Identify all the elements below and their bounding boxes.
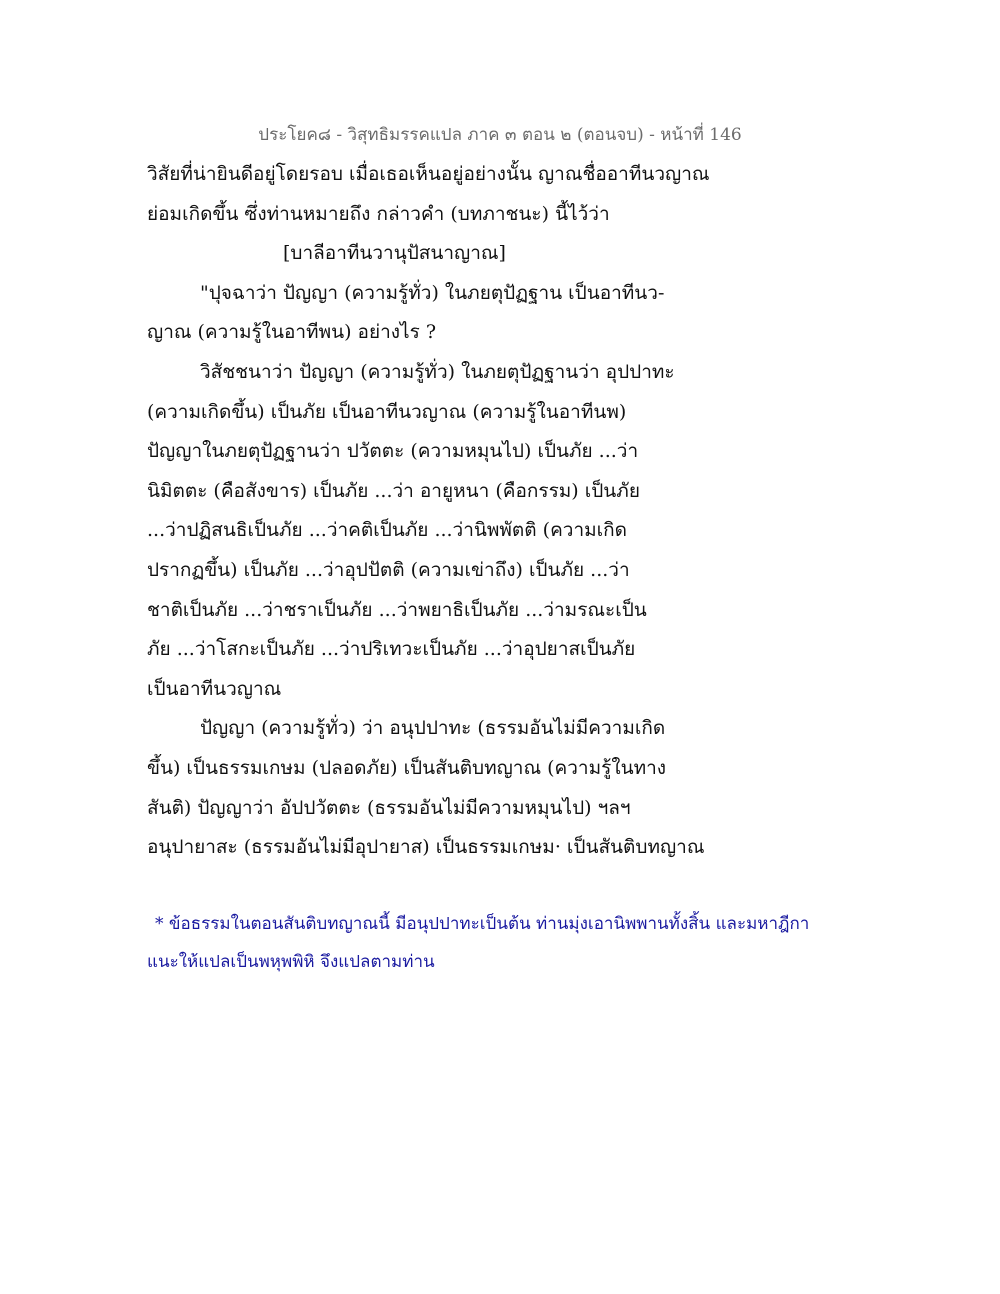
body-line: วิสัชชนาว่า ปัญญา (ความรู้ทั่ว) ในภยตุปัฏฐานว่า อุปปาทะ [200,360,675,383]
body-line: นิมิตตะ (คือสังขาร) เป็นภัย ...ว่า อายูหนา (คือกรรม) เป็นภัย [147,479,640,502]
body-line: ย่อมเกิดขึ้น ซึ่งท่านหมายถึง กล่าวคำ (บทภาชนะ) นี้ไว้ว่า [147,202,610,225]
footnote [147,905,847,981]
section-title: [บาลีอาทีนวานุปัสนาญาณ] [283,242,506,265]
body-line: เป็นอาทีนวญาณ [147,677,282,700]
page-header: ประโยค๘ - วิสุทธิมรรคแปล ภาค ๓ ตอน ๒ (ตอนจบ) - หน้าที่ 146 [258,125,742,145]
body-line: ...ว่าปฏิสนธิเป็นภัย ...ว่าคติเป็นภัย ...ว่านิพพัตติ (ความเกิด [147,519,627,542]
footnote-line: แนะให้แปลเป็นพหุพพิหิ จึงแปลตามท่าน [147,952,435,972]
body-text [147,155,747,868]
body-line: อนุปายาสะ (ธรรมอันไม่มีอุปายาส) เป็นธรรมเกษม· เป็นสันติบทญาณ [147,836,705,859]
body-line: ปัญญา (ความรู้ทั่ว) ว่า อนุปปาทะ (ธรรมอันไม่มีความเกิด [200,717,666,740]
body-line: ชาติเป็นภัย ...ว่าชราเป็นภัย ...ว่าพยาธิเป็นภัย ...ว่ามรณะเป็น [147,598,647,621]
body-line: ปัญญาในภยตุปัฏฐานว่า ปวัตตะ (ความหมุนไป) เป็นภัย ...ว่า [147,440,639,463]
body-line: "ปุจฉาว่า ปัญญา (ความรู้ทั่ว) ในภยตุปัฏฐาน เป็นอาทีนว- [200,281,665,304]
body-line: ขึ้น) เป็นธรรมเกษม (ปลอดภัย) เป็นสันติบทญาณ (ความรู้ในทาง [147,756,667,779]
body-line: ภัย ...ว่าโสกะเป็นภัย ...ว่าปริเทวะเป็นภัย ...ว่าอุปยาสเป็นภัย [147,638,636,661]
footnote-line: * ข้อธรรมในตอนสันติบทญาณนี้ มีอนุปปาทะเป็นต้น ท่านมุ่งเอานิพพานทั้งสิ้น และมหาฎีกา [155,914,810,934]
body-line: ญาณ (ความรู้ในอาทีพน) อย่างไร ? [147,321,437,344]
body-line: ปรากฏขึ้น) เป็นภัย ...ว่าอุปปัตติ (ความเข่าถึง) เป็นภัย ...ว่า [147,558,630,581]
body-line: วิสัยที่น่ายินดีอยู่โดยรอบ เมื่อเธอเห็นอยู่อย่างนั้น ญาณชื่ออาทีนวญาณ [147,163,710,185]
body-line: (ความเกิดขึ้น) เป็นภัย เป็นอาทีนวญาณ (ความรู้ในอาทีนพ) [147,400,627,423]
body-line: สันติ) ปัญญาว่า อัปปวัตตะ (ธรรมอันไม่มีความหมุนไป) ฯลฯ [147,796,631,819]
